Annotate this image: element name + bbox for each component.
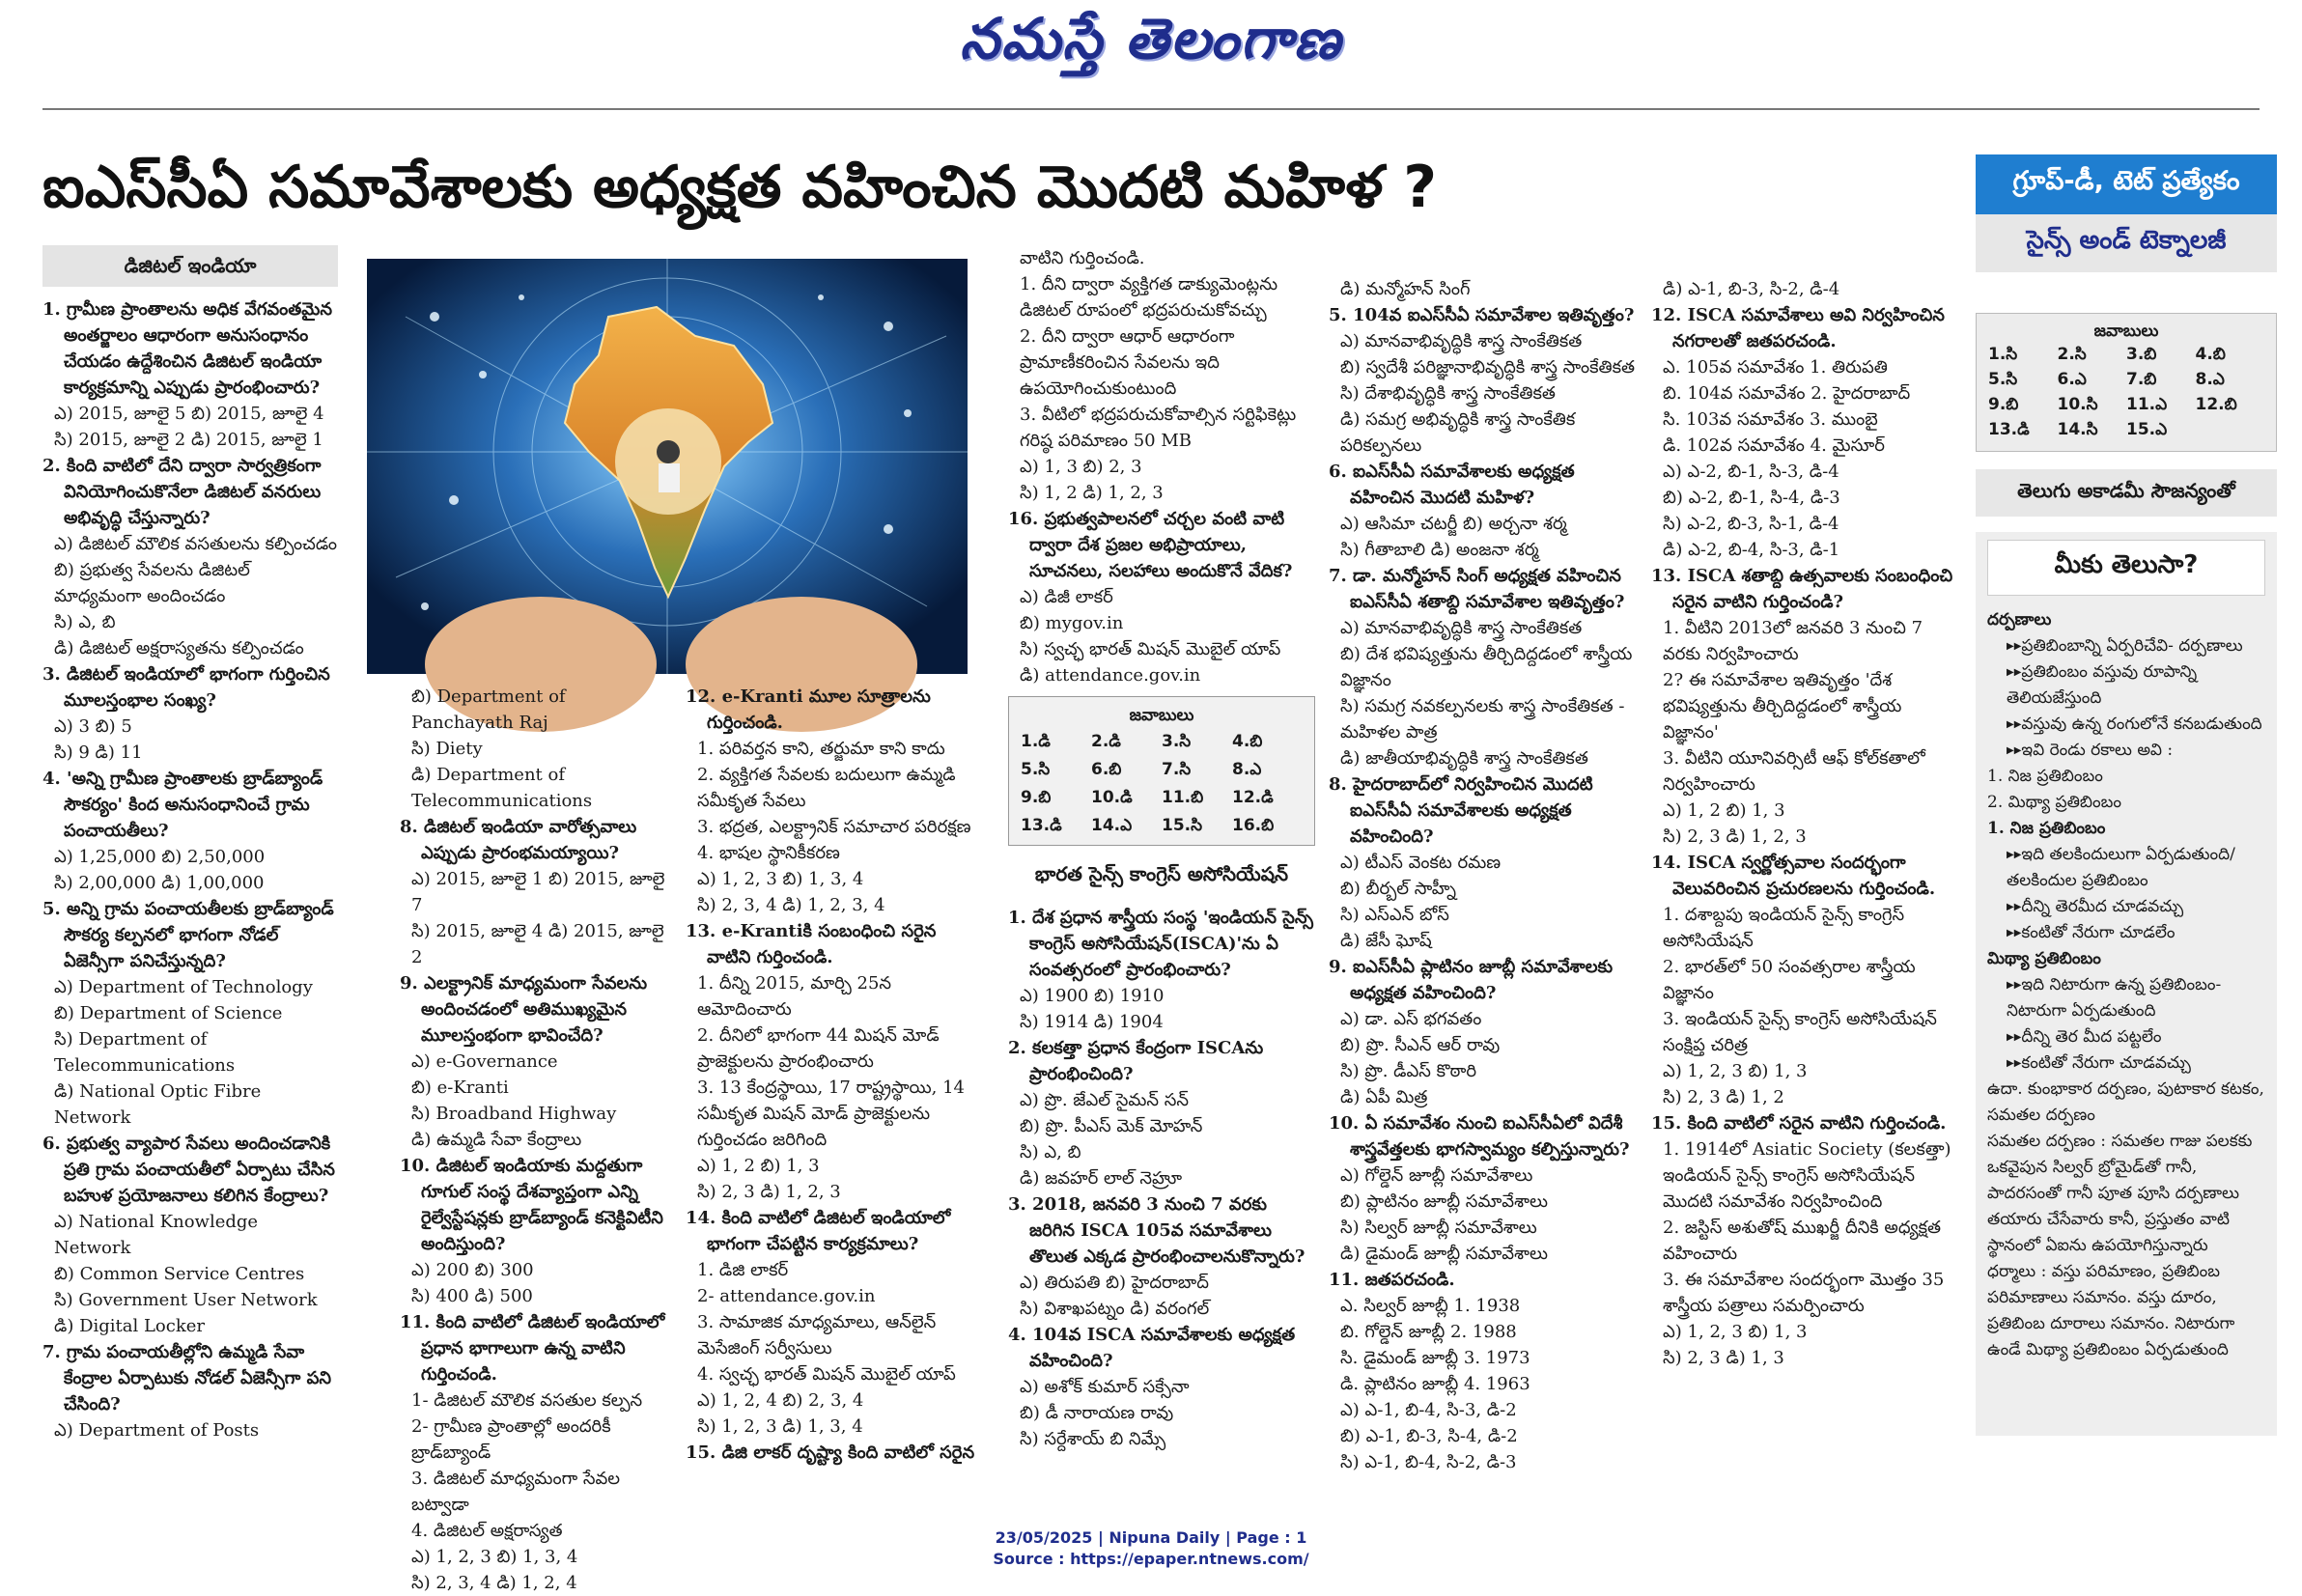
- option-text: 2- గ్రామీణ ప్రాంతాల్లో అందరికీ బ్రాడ్‌బ్యాండ్: [411, 1416, 611, 1463]
- sidebar-banner: గ్రూప్-డీ, టెట్ ప్రత్యేకం: [1976, 154, 2277, 214]
- masthead-logo: నమస్తే తెలంగాణ: [960, 6, 1342, 71]
- option-text: డి) మన్మోహన్ సింగ్: [1340, 279, 1471, 299]
- option-text: ఎ) 2015, జూలై 5 బి) 2015, జూలై 4: [54, 404, 324, 424]
- column-1-body: [42, 296, 338, 1443]
- answer-item: 10.సి: [2057, 395, 2098, 414]
- option-text: సి) విశాఖపట్నం డి) వరంగల్: [1020, 1299, 1210, 1319]
- answer-item: 6.బి: [1091, 760, 1122, 779]
- column-4-top: [1008, 245, 1315, 688]
- option-text: 2. దీని ద్వారా ఆధార్ ఆధారంగా ప్రామాణీకరించిన సేవలను ఇది ఉపయోగించుకుంటుంది: [1020, 326, 1235, 399]
- option-text: 4. స్వచ్ఛ భారత్ మిషన్ మొబైల్ యాప్: [697, 1364, 956, 1385]
- option-text: ఎ) National Knowledge Network: [54, 1212, 259, 1258]
- option-text: ఎ) 1, 2 బి) 1, 3: [1663, 800, 1785, 821]
- option-text: ఎ) డిజీ లాకర్: [1020, 587, 1113, 607]
- option-text: బి) ఎ-2, బి-1, సి-4, డి-3: [1663, 488, 1840, 508]
- question-text: 7. గ్రామ పంచాయతీల్లోని ఉమ్మడి సేవా కేంద్రాల ఏర్పాటుకు నోడల్ ఏజెన్సీగా పని చేసింది?: [42, 1342, 332, 1414]
- option-text: 3. వీటిలో భద్రపరుచుకోవాల్సిన సర్టిఫికెట్లు గరిష్ఠ పరిమాణం 50 MB: [1020, 405, 1297, 451]
- option-text: 4. భాషల స్థానికీకరణ: [697, 843, 840, 863]
- option-text: డి) Department of Telecommunications: [411, 765, 593, 811]
- answer-item: 14.ఎ: [1091, 816, 1133, 835]
- column-1: [42, 245, 338, 1500]
- option-text: ఎ) 200 బి) 300: [411, 1260, 534, 1280]
- option-text: బి) mygov.in: [1020, 613, 1124, 633]
- option-text: సి) 2, 3 డి) 1, 3: [1663, 1348, 1784, 1368]
- know-point: ▶▶ వస్తువు ఉన్న రంగులోనే కనబడుతుంది: [1987, 712, 2265, 738]
- option-text: ఎ) తిరుపతి బి) హైదరాబాద్: [1020, 1273, 1209, 1293]
- answer-item: 11.బి: [1162, 788, 1204, 807]
- option-text: ఎ) Department of Technology: [54, 977, 313, 997]
- answer-item: 2.సి: [2057, 345, 2087, 364]
- answer-item: 9.బి: [1988, 395, 2019, 414]
- question-text: 10. డిజిటల్ ఇండియాకు మద్దతుగా గూగుల్ సంస్థ దేశవ్యాప్తంగా ఎన్ని రైల్వేస్టేషన్లకు బ్రాడ్‌బ్యాండ్ కనెక్టివిటీని అందిస్తుంది?: [400, 1156, 663, 1254]
- question-text: 8. డిజిటల్ ఇండియా వారోత్సవాలు ఎప్పుడు ప్రారంభమయ్యాయి?: [400, 817, 637, 863]
- question-text: 16. ప్రభుత్వపాలనలో చర్చల వంటి వాటి ద్వారా దేశ ప్రజల అభిప్రాయాలు, సూచనలు, సలహాలు అందుకొనే వేదిక?: [1008, 509, 1293, 581]
- option-text: బి) ప్రొ. సీఎన్ ఆర్ రావు: [1340, 1035, 1501, 1055]
- headline: ఐఎస్‌సీఏ సమావేశాలకు అధ్యక్షత వహించిన మొదటి మహిళ ?: [42, 154, 1438, 221]
- option-text: సి) సర్దేశాయ్ బి నిమ్సే: [1020, 1429, 1166, 1449]
- option-text: ఎ) అశోక్ కుమార్ సక్సేనా: [1020, 1377, 1190, 1397]
- column-3-body: [686, 684, 975, 1466]
- option-text: సి) Government User Network: [54, 1290, 318, 1310]
- option-text: 3. సామాజిక మాధ్యమాలు, ఆన్‌లైన్ మెసేజింగ్ సర్వీసులు: [697, 1312, 937, 1358]
- option-text: వాటిని గుర్తించండి.: [1020, 248, 1145, 268]
- option-text: సి) 2, 3 డి) 1, 2: [1663, 1087, 1784, 1107]
- option-text: సి) దేశాభివృద్ధికి శాస్త్ర సాంకేతికత: [1340, 383, 1556, 404]
- option-text: డి) జవహర్ లాల్ నెహ్రూ: [1020, 1168, 1183, 1189]
- option-text: ఎ) గోల్డెన్ జూబ్లీ సమావేశాలు: [1340, 1165, 1533, 1186]
- column-3: [686, 684, 975, 1502]
- question-text: 15. కింది వాటిలో సరైన వాటిని గుర్తించండి.: [1651, 1113, 1947, 1134]
- answer-item: 15.ఎ: [2126, 420, 2168, 439]
- answer-item: 10.డి: [1091, 788, 1133, 807]
- know-heading: మిథ్యా ప్రతిబింబం: [1987, 949, 2101, 968]
- answer-item: 3.బి: [2126, 345, 2157, 364]
- option-text: 3. 13 కేంద్రస్థాయి, 17 రాష్ట్రస్థాయి, 14 సమీకృత మిషన్ మోడ్ ప్రాజెక్టులను గుర్తించడం జరిగింది: [697, 1078, 966, 1150]
- option-text: ఎ) e-Governance: [411, 1051, 558, 1072]
- question-text: 9. ఐఎస్‌సీఏ ప్లాటినం జూబ్లీ సమావేశాలకు అధ్యక్షత వహించింది?: [1329, 957, 1614, 1003]
- option-text: 3. వీటిని యూనివర్సిటీ ఆఫ్ కోల్‌కతాలో నిర్వహించారు: [1663, 748, 1925, 795]
- option-text: సి) 1, 2 డి) 1, 2, 3: [1020, 483, 1164, 503]
- option-text: 2. జస్టిస్ అశుతోష్ ముఖర్జీ దీనికి అధ్యక్షత వహించారు: [1663, 1218, 1942, 1264]
- option-text: సి. 103వ సమావేశం 3. ముంబై: [1663, 409, 1878, 430]
- did-you-know-body: [1987, 607, 2265, 1363]
- option-text: 3. ఈ సమావేశాల సందర్భంగా మొత్తం 35 శాస్త్రీయ పత్రాలు సమర్పించారు: [1663, 1270, 1945, 1316]
- know-point: ఉదా. కుంభాకార దర్పణం, పుటాకార కటకం, సమతల దర్పణం: [1987, 1079, 2264, 1125]
- know-point: ▶▶ దీన్ని తెరమీద చూడవచ్చు: [1987, 894, 2265, 920]
- sidebar-answer-key: [1976, 313, 2277, 452]
- know-heading: 1. నిజ ప్రతిబింబం: [1987, 819, 2106, 838]
- option-text: ఎ) ఎ-2, బి-1, సి-3, డి-4: [1663, 462, 1839, 482]
- question-text: 7. డా. మన్మోహన్ సింగ్ అధ్యక్షత వహించిన ఐఎస్‌సీఏ శతాబ్ది సమావేశాల ఇతివృత్తం?: [1329, 566, 1625, 612]
- section-header-isca: భారత సైన్స్ కాంగ్రెస్ అసోసియేషన్: [1008, 854, 1315, 895]
- option-text: 1. పరివర్తన కాని, తర్జుమా కాని కాదు: [697, 739, 945, 759]
- know-point: ధర్మాలు : వస్తు పరిమాణం, ప్రతిబింబ పరిమాణాలు సమానం. వస్తు దూరం, ప్రతిబింబ దూరాలు సమానం. నిటారుగా ఉండే మిథ్యా ప్రతిబింబం ఏర్పడుతుంది: [1987, 1262, 2235, 1359]
- answer-item: 3.సి: [1162, 732, 1192, 751]
- option-text: సి) 2,00,000 డి) 1,00,000: [54, 873, 265, 893]
- footer-source-line: Source : https://epaper.ntnews.com/: [993, 1550, 1309, 1568]
- option-text: సి) 2, 3 డి) 1, 2, 3: [1663, 826, 1807, 847]
- question-text: 13. ISCA శతాబ్ది ఉత్సవాలకు సంబంధించి సరైన వాటిని గుర్తించండి?: [1651, 566, 1953, 612]
- answer-item: 7.సి: [1162, 760, 1192, 779]
- option-text: 3. ఇండియన్ సైన్స్ కాంగ్రెస్ అసోసియేషన్ సంక్షిప్త చరిత్ర: [1663, 1009, 1937, 1055]
- sidebar-subject: సైన్స్ అండ్ టెక్నాలజీ: [1976, 214, 2277, 272]
- question-text: 14. కింది వాటిలో డిజిటల్ ఇండియాలో భాగంగా చేపట్టిన కార్యక్రమాలు?: [686, 1208, 951, 1254]
- option-text: ఎ) 1, 2, 4 బి) 2, 3, 4: [697, 1390, 864, 1411]
- answer-item: 4.బి: [2195, 345, 2226, 364]
- option-text: ఎ) 1900 బి) 1910: [1020, 986, 1165, 1006]
- footer-date-line: 23/05/2025 | Nipuna Daily | Page : 1: [995, 1528, 1307, 1547]
- option-text: 1. డిజి లాకర్: [697, 1260, 789, 1280]
- option-text: డి) attendance.gov.in: [1020, 665, 1201, 686]
- option-text: ఎ) ప్రొ. జేఎల్ సైమన్ సన్: [1020, 1090, 1190, 1110]
- answer-item: 12.డి: [1232, 788, 1274, 807]
- answer-key-title: జవాబులు: [1129, 706, 1194, 725]
- option-text: 1. దీన్ని 2015, మార్చి 25న ఆమోదించారు: [697, 973, 892, 1020]
- did-you-know-box: [1976, 532, 2277, 1436]
- option-text: ఎ) 2015, జూలై 1 బి) 2015, జూలై 7: [411, 869, 665, 915]
- answer-item: 11.ఎ: [2126, 395, 2168, 414]
- option-text: సి) 2, 3, 4 డి) 1, 2, 4: [411, 1573, 577, 1593]
- option-text: సి) ఎ, బి: [54, 612, 116, 632]
- option-text: డి) ఎ-1, బి-3, సి-2, డి-4: [1663, 279, 1840, 299]
- option-text: ఎ) ఎ-1, బి-4, సి-3, డి-2: [1340, 1400, 1517, 1420]
- india-map-network-image: [367, 259, 968, 674]
- question-text: 11. కింది వాటిలో డిజిటల్ ఇండియాలో ప్రధాన భాగాలుగా ఉన్న వాటిని గుర్తించండి.: [400, 1312, 665, 1385]
- option-text: సి) ఎ, బి: [1020, 1142, 1081, 1162]
- option-text: సి) 1, 2, 3 డి) 1, 3, 4: [697, 1416, 863, 1437]
- option-text: ఎ) 3 బి) 5: [54, 716, 132, 737]
- question-text: 1. దేశ ప్రధాన శాస్త్రీయ సంస్థ 'ఇండియన్ సైన్స్ కాంగ్రెస్ అసోసియేషన్(ISCA)'ను ఏ సంవత్సరంలో ప్రారంభించారు?: [1008, 908, 1313, 980]
- question-text: 6. ప్రభుత్వ వ్యాపార సేవలు అందించడానికి ప్రతి గ్రామ పంచాయతీలో ఏర్పాటు చేసిన బహుళ ప్రయోజనాలు కలిగిన కేంద్రాలు?: [42, 1134, 335, 1206]
- answer-item: 2.డి: [1091, 732, 1121, 751]
- option-text: 1. దీని ద్వారా వ్యక్తిగత డాక్యుమెంట్లను డిజిటల్ రూపంలో భద్రపరుచుకోవచ్చు: [1020, 274, 1278, 321]
- answer-item: 12.బి: [2195, 395, 2237, 414]
- option-text: సి) ఎస్ఎన్ బోస్: [1340, 905, 1449, 925]
- question-text: 8. హైదరాబాద్‌లో నిర్వహించిన మొదటి ఐఎస్‌సీఏ సమావేశాలకు అధ్యక్షత వహించింది?: [1329, 774, 1593, 847]
- option-text: ఎ) 1, 2, 3 బి) 1, 3, 4: [697, 869, 864, 889]
- page-footer: [0, 1527, 2302, 1570]
- question-text: 5. అన్ని గ్రామ పంచాయతీలకు బ్రాడ్‌బ్యాండ్ సౌకర్య కల్పనలో భాగంగా నోడల్ ఏజెన్సీగా పనిచేస్తున్నది?: [42, 899, 334, 971]
- know-point: ▶▶ కంటితో నేరుగా చూడవచ్చు: [1987, 1050, 2265, 1077]
- option-text: బి. గోల్డెన్ జూబ్లీ 2. 1988: [1340, 1322, 1517, 1342]
- sidebar-courtesy: తెలుగు అకాడమీ సౌజన్యంతో: [1976, 469, 2277, 517]
- option-text: బి) Department of Panchayath Raj: [411, 686, 566, 733]
- answer-key-grid: [1021, 729, 1303, 839]
- answer-item: 1.సి: [1988, 345, 2018, 364]
- answer-item: 6.ఎ: [2057, 370, 2087, 389]
- question-text: 12. ISCA సమావేశాలు అవి నిర్వహించిన నగరాలతో జతపరచండి.: [1651, 305, 1945, 351]
- masthead-rule: [42, 108, 2260, 110]
- option-text: సి) గీతాబాలి డి) అంజనా శర్మ: [1340, 540, 1539, 560]
- question-text: 3. 2018, జనవరి 3 నుంచి 7 వరకు జరిగిన ISCA 105వ సమావేశాలు తొలుత ఎక్కడ ప్రారంభించాలనుకొన్నారు?: [1008, 1194, 1305, 1267]
- know-point: ▶▶ ఇది నిటారుగా ఉన్న ప్రతిబింబం- నిటారుగా ఏర్పడుతుంది: [1987, 972, 2265, 1024]
- know-point: ▶▶ దీన్ని తెర మీద పట్టలేం: [1987, 1024, 2265, 1050]
- know-point: ▶▶ ఇది తలకిందులుగా ఏర్పడుతుంది/తలకిందుల ప్రతిబింబం: [1987, 842, 2265, 894]
- option-text: ఎ) 1, 2, 3 బి) 1, 3: [1663, 1322, 1808, 1342]
- know-heading: దర్పణాలు: [1987, 610, 2052, 630]
- question-text: 5. 104వ ఐఎస్‌సీఏ సమావేశాల ఇతివృత్తం?: [1329, 305, 1635, 325]
- question-text: 2. కింది వాటిలో దేని ద్వారా సార్వత్రికంగా వినియోగించుకొనేలా డిజిటల్ వనరులు అభివృద్ధి చేస్తున్నారు?: [42, 456, 322, 528]
- option-text: సి) Diety: [411, 739, 483, 759]
- know-point: 2. మిథ్యా ప్రతిబింబం: [1987, 793, 2121, 812]
- sidebar-answer-grid: [1988, 345, 2264, 443]
- option-text: డి) సమగ్ర అభివృద్ధికి శాస్త్ర సాంకేతిక పరికల్పనలు: [1340, 409, 1576, 456]
- know-point: ▶▶ కంటితో నేరుగా చూడలేం: [1987, 920, 2265, 946]
- option-text: బి) బీర్బల్ సాహ్నీ: [1340, 879, 1456, 899]
- option-text: 1. వీటిని 2013లో జనవరి 3 నుంచి 7 వరకు నిర్వహించారు: [1663, 618, 1923, 664]
- know-point: సమతల దర్పణం : సమతల గాజు పలకకు ఒకవైపున సిల్వర్ బ్రోమైడ్‌తో గానీ, పాదరసంతో గానీ పూత పూసి దర్పణాలు తయారు చేసేవారు కానీ, ప్రస్తుతం వాటి స్థానంలో ఏఐను ఉపయోగిస్తున్నారు: [1987, 1132, 2253, 1255]
- option-text: సి) 2, 3 డి) 1, 2, 3: [697, 1182, 841, 1202]
- know-point: ▶▶ ప్రతిబింబం వస్తువు రూపాన్ని తెలియజేస్తుంది: [1987, 659, 2265, 712]
- option-text: బి) స్వదేశీ పరిజ్ఞానాభివృద్ధికి శాస్త్ర సాంకేతికత: [1340, 357, 1636, 378]
- option-text: బి. 104వ సమావేశం 2. హైదరాబాద్: [1663, 383, 1911, 404]
- column-6: [1651, 276, 1960, 1502]
- option-text: సి) 400 డి) 500: [411, 1286, 533, 1306]
- option-text: సి) ప్రొ. డీఎస్ కొఠారి: [1340, 1061, 1477, 1081]
- column-2: [400, 684, 672, 1593]
- answer-item: 13.డి: [1988, 420, 2030, 439]
- option-text: ఎ. సిల్వర్ జూబ్లీ 1. 1938: [1340, 1296, 1521, 1316]
- option-text: బి) ఎ-1, బి-3, సి-4, డి-2: [1340, 1426, 1518, 1446]
- know-point: ▶▶ ఇవి రెండు రకాలు అవి :: [1987, 738, 2265, 764]
- question-text: 1. గ్రామీణ ప్రాంతాలను అధిక వేగవంతమైన అంతర్జాలం ఆధారంగా అనుసంధానం చేయడం ఉద్దేశించిన డిజిటల్ ఇండియా కార్యక్రమాన్ని ఎప్పుడు ప్రారంభించారు?: [42, 299, 332, 398]
- question-text: 2. కలకత్తా ప్రధాన కేంద్రంగా ISCAను ప్రారంభించింది?: [1008, 1038, 1264, 1084]
- option-text: 2- attendance.gov.in: [697, 1286, 876, 1306]
- answer-item: 4.బి: [1232, 732, 1263, 751]
- answer-item: 16.బి: [1232, 816, 1275, 835]
- answer-item: 15.సి: [1162, 816, 1203, 835]
- option-text: 3. డిజిటల్ మాధ్యమంగా సేవల బట్వాడా: [411, 1469, 621, 1515]
- question-text: 14. ISCA స్వర్ణోత్సవాల సందర్భంగా వెలువరించిన ప్రచురణలను గుర్తించండి.: [1651, 853, 1936, 899]
- answer-key-box: [1008, 696, 1315, 846]
- column-5: [1329, 276, 1636, 1502]
- option-text: 2. వ్యక్తిగత సేవలకు బదులుగా ఉమ్మడి సమీకృత సేవలు: [697, 765, 956, 811]
- answer-item: 5.సి: [1021, 760, 1051, 779]
- option-text: 2. భారత్‌లో 50 సంవత్సరాల శాస్త్రీయ విజ్ఞానం: [1663, 957, 1916, 1003]
- option-text: 1- డిజిటల్ మౌలిక వసతుల కల్పన: [411, 1390, 643, 1411]
- answer-item: 9.బి: [1021, 788, 1052, 807]
- answer-item: 13.డి: [1021, 816, 1062, 835]
- question-text: 13. e-Krantiకి సంబంధించి సరైన వాటిని గుర్తించండి.: [686, 921, 937, 967]
- column-6-body: [1651, 276, 1960, 1371]
- option-text: డి) జాతీయాభివృద్ధికి శాస్త్ర సాంకేతికత: [1340, 748, 1588, 769]
- option-text: డి) ఉమ్మడి సేవా కేంద్రాలు: [411, 1130, 582, 1150]
- option-text: డి) ఎ-2, బి-4, సి-3, డి-1: [1663, 540, 1840, 560]
- option-text: ఎ) టీఎస్ వెంకట రమణ: [1340, 853, 1502, 873]
- question-text: 12. e-Kranti మూల సూత్రాలను గుర్తించండి.: [686, 686, 931, 733]
- question-text: 10. ఏ సమావేశం నుంచి ఐఎస్‌సీఏలో విదేశీ శాస్త్రవేత్తలకు భాగస్వామ్యం కల్పిస్తున్నారు?: [1329, 1113, 1630, 1160]
- option-text: డి) డైమండ్ జూబ్లీ సమావేశాలు: [1340, 1244, 1548, 1264]
- option-text: 2? ఈ సమావేశాల ఇతివృత్తం 'దేశ భవిష్యత్తును తీర్చిదిద్దడంలో శాస్త్రీయ విజ్ఞానం': [1663, 670, 1902, 742]
- answer-item: 14.సి: [2057, 420, 2098, 439]
- option-text: సి) 2, 3, 4 డి) 1, 2, 3, 4: [697, 895, 885, 915]
- option-text: ఎ) మానవాభివృద్ధికి శాస్త్ర సాంకేతికత: [1340, 618, 1583, 638]
- option-text: బి) డీ నారాయణ రావు: [1020, 1403, 1174, 1423]
- option-text: బి) ప్లాటినం జూబ్లీ సమావేశాలు: [1340, 1191, 1548, 1212]
- option-text: సి) 2015, జూలై 2 డి) 2015, జూలై 1: [54, 430, 323, 450]
- answer-item: 5.సి: [1988, 370, 2018, 389]
- option-text: బి) దేశ భవిష్యత్తును తీర్చిదిద్దడంలో శాస్త్రీయ విజ్ఞానం: [1340, 644, 1633, 690]
- option-text: సి. డైమండ్ జూబ్లీ 3. 1973: [1340, 1348, 1530, 1368]
- column-2-body: [400, 684, 672, 1596]
- option-text: డి) ఏపీ మిత్ర: [1340, 1087, 1428, 1107]
- option-text: సి) Broadband Highway: [411, 1104, 617, 1124]
- option-text: ఎ) డా. ఎస్ భగవతం: [1340, 1009, 1482, 1029]
- option-text: డి. ప్లాటినం జూబ్లీ 4. 1963: [1340, 1374, 1530, 1394]
- option-text: 2. దీనిలో భాగంగా 44 మిషన్ మోడ్ ప్రాజెక్టులను ప్రారంభించారు: [697, 1025, 940, 1072]
- option-text: 3. భద్రత, ఎలక్ట్రానిక్ సమాచార పరిరక్షణ: [697, 817, 971, 837]
- option-text: బి) ప్రొ. పీఎస్ మెక్ మోహన్: [1020, 1116, 1203, 1136]
- option-text: ఎ. 105వ సమావేశం 1. తిరుపతి: [1663, 357, 1888, 378]
- option-text: ఎ) 1, 2, 3 బి) 1, 3: [1663, 1061, 1808, 1081]
- know-point: ▶▶ ప్రతిబింబాన్ని ఏర్పరిచేవి- దర్పణాలు: [1987, 633, 2265, 659]
- question-text: 6. ఐఎస్‌సీఏ సమావేశాలకు అధ్యక్షత వహించిన మొదటి మహిళ?: [1329, 462, 1575, 508]
- sidebar: [1976, 154, 2277, 1506]
- option-text: సి) Department of Telecommunications: [54, 1029, 236, 1076]
- answer-item: 8.ఎ: [2195, 370, 2225, 389]
- option-text: డి) National Optic Fibre Network: [54, 1081, 262, 1128]
- sidebar-answer-title: జవాబులు: [2093, 322, 2159, 341]
- option-text: ఎ) 1, 3 బి) 2, 3: [1020, 457, 1142, 477]
- option-text: సి) 1914 డి) 1904: [1020, 1012, 1164, 1032]
- option-text: ఎ) డిజిటల్ మౌలిక వసతులను కల్పించడం: [54, 534, 338, 554]
- option-text: డి) డిజిటల్ అక్షరాస్యతను కల్పించడం: [54, 638, 304, 658]
- know-point: 1. నిజ ప్రతిబింబం: [1987, 767, 2103, 786]
- option-text: బి) Common Service Centres: [54, 1264, 305, 1284]
- did-you-know-title: మీకు తెలుసా?: [1987, 540, 2265, 596]
- digital-india-illustration: [367, 259, 968, 674]
- option-text: ఎ) 1, 2, 3 బి) 1, 3, 4: [411, 1547, 578, 1567]
- option-text: సి) ఎ-1, బి-4, సి-2, డి-3: [1340, 1452, 1517, 1472]
- option-text: సి) 9 డి) 11: [54, 742, 143, 763]
- option-text: 1. దశాబ్దపు ఇండియన్ సైన్స్ కాంగ్రెస్ అసోసియేషన్: [1663, 905, 1905, 951]
- option-text: సి) ఎ-2, బి-3, సి-1, డి-4: [1663, 514, 1839, 534]
- section-header-digital-india: డిజిటల్ ఇండియా: [42, 245, 338, 287]
- option-text: 4. డిజిటల్ అక్షరాస్యత: [411, 1521, 563, 1541]
- option-text: ఎ) మానవాభివృద్ధికి శాస్త్ర సాంకేతికత: [1340, 331, 1583, 351]
- answer-item: 7.బి: [2126, 370, 2157, 389]
- question-text: 9. ఎలక్ట్రానిక్ మాధ్యమంగా సేవలను అందించడంలో అతిముఖ్యమైన మూలస్తంభంగా భావించేది?: [400, 973, 648, 1046]
- answer-item: 8.ఎ: [1232, 760, 1262, 779]
- option-text: డి. 102వ సమావేశం 4. మైసూర్: [1663, 435, 1885, 456]
- option-text: డి) జేసీ ఘోష్: [1340, 931, 1432, 951]
- column-5-body: [1329, 276, 1636, 1475]
- option-text: సి) స్వచ్ఛ భారత్ మిషన్ మొబైల్ యాప్: [1020, 639, 1281, 659]
- question-text: 11. జతపరచండి.: [1329, 1270, 1455, 1290]
- question-text: 4. 'అన్ని గ్రామీణ ప్రాంతాలకు బ్రాడ్‌బ్యాండ్ సౌకర్యం' కింద అనుసంధానించే గ్రామ పంచాయతీలు?: [42, 769, 323, 841]
- option-text: డి) Digital Locker: [54, 1316, 206, 1336]
- option-text: సి) సిల్వర్ జూబ్లీ సమావేశాలు: [1340, 1218, 1537, 1238]
- column-4-bottom: [1008, 905, 1315, 1452]
- option-text: బి) Department of Science: [54, 1003, 283, 1023]
- question-text: 15. డిజి లాకర్ దృష్ట్యా కింది వాటిలో సరైన: [686, 1442, 975, 1463]
- option-text: ఎ) Department of Posts: [54, 1420, 260, 1441]
- option-text: బి) ప్రభుత్వ సేవలను డిజిటల్ మాధ్యమంగా అందించడం: [54, 560, 250, 606]
- column-4: [1008, 245, 1315, 1502]
- question-text: 3. డిజిటల్ ఇండియాలో భాగంగా గుర్తించిన మూలస్తంభాల సంఖ్య?: [42, 664, 330, 711]
- option-text: సి) సమగ్ర నవకల్పనలకు శాస్త్ర సాంకేతికత - మహిళల పాత్ర: [1340, 696, 1625, 742]
- option-text: ఎ) 1,25,000 బి) 2,50,000: [54, 847, 266, 867]
- option-text: ఎ) 1, 2 బి) 1, 3: [697, 1156, 820, 1176]
- answer-item: 1.డి: [1021, 732, 1051, 751]
- question-text: 4. 104వ ISCA సమావేశాలకు అధ్యక్షత వహించింది?: [1008, 1325, 1296, 1371]
- option-text: బి) e-Kranti: [411, 1078, 509, 1098]
- option-text: ఎ) ఆసిమా చటర్జీ బి) అర్చనా శర్మ: [1340, 514, 1567, 534]
- option-text: 1. 1914లో Asiatic Society (కలకత్తా) ఇండియన్ సైన్స్ కాంగ్రెస్ అసోసియేషన్ మొదటి సమావేశం నిర్వహించింది: [1663, 1139, 1951, 1212]
- option-text: సి) 2015, జూలై 4 డి) 2015, జూలై 2: [411, 921, 664, 967]
